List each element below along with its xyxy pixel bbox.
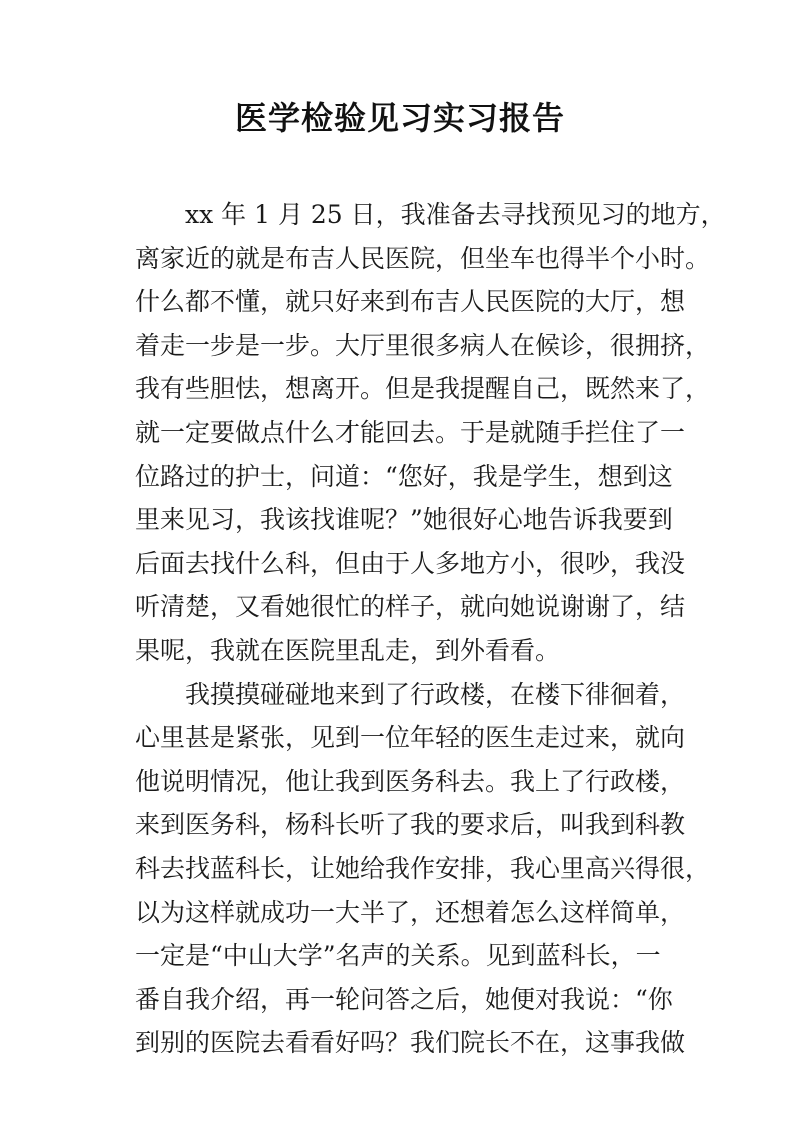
text-line: 果呢，我就在医院里乱走，到外看看。 (135, 635, 561, 665)
text-line: 一定是“中山大学”名声的关系。见到蓝科长，一 (135, 941, 661, 971)
text-line: 后面去找什么科，但由于人多地方小，很吵，我没 (135, 548, 686, 578)
text-line: 里来见习，我该找谁呢？”她很好心地告诉我要到 (135, 505, 673, 535)
text-line: 什么都不懂，就只好来到布吉人民医院的大厅，想 (135, 287, 686, 317)
text-line: 心里甚是紧张，见到一位年轻的医生走过来，就向 (135, 723, 686, 753)
text-line: xx 年 1 月 25 日，我准备去寻找预见习的地方， (185, 200, 726, 229)
text-line: 我有些胆怯，想离开。但是我提醒自己，既然来了， (135, 374, 711, 404)
text-line: 到别的医院去看看好吗？我们院长不在，这事我做 (135, 1028, 686, 1058)
text-line: 位路过的护士，问道：“您好，我是学生，想到这 (135, 461, 673, 491)
paragraph-1 (135, 193, 726, 673)
text-line: 番自我介绍，再一轮问答之后，她便对我说：“你 (135, 984, 673, 1014)
text-line: 来到医务科，杨科长听了我的要求后，叫我到科教 (135, 810, 686, 840)
document-body (135, 193, 726, 1065)
text-line: 我摸摸碰碰地来到了行政楼，在楼下徘徊着， (185, 679, 686, 709)
text-line: 以为这样就成功一大半了，还想着怎么这样简单， (135, 897, 686, 927)
text-line: 离家近的就是布吉人民医院，但坐车也得半个小时。 (135, 243, 711, 273)
text-line: 就一定要做点什么才能回去。于是就随手拦住了一 (135, 417, 686, 447)
text-line: 他说明情况，他让我到医务科去。我上了行政楼， (135, 766, 686, 796)
text-line: 听清楚，又看她很忙的样子，就向她说谢谢了，结 (135, 592, 686, 622)
text-line: 着走一步是一步。大厅里很多病人在候诊，很拥挤， (135, 330, 711, 360)
document-title: 医学检验见习实习报告 (234, 99, 565, 137)
paragraph-2 (135, 673, 711, 1065)
text-line: 科去找蓝科长，让她给我作安排，我心里高兴得很， (135, 853, 711, 883)
